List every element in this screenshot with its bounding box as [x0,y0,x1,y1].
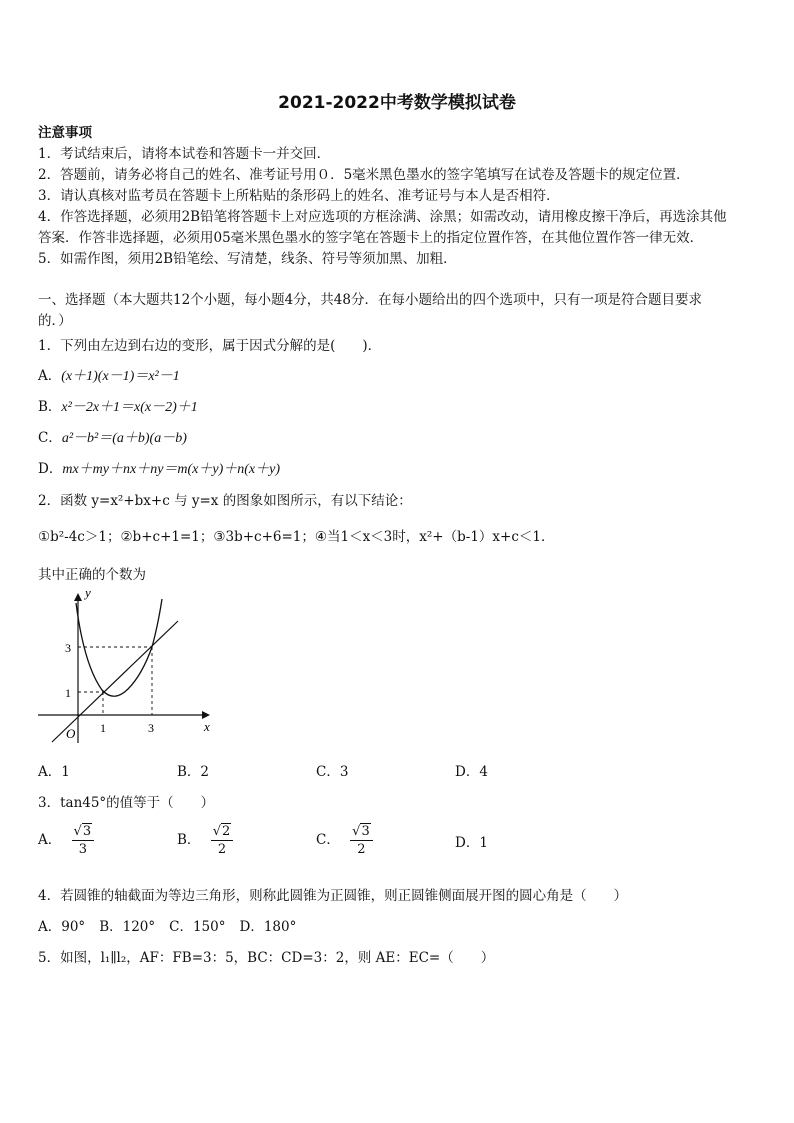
origin-label: O [66,726,76,741]
y-axis-label: y [85,585,91,600]
notice-item: 4．作答选择题，必须用2B铅笔将答题卡上对应选项的方框涂满、涂黑；如需改动，请用橡皮擦干净后，再选涂其他 [38,209,727,225]
question-2-option-d: D．4 [455,764,488,780]
parabola-curve [76,599,162,696]
notice-item: 2．答题前，请务必将自己的姓名、准考证号用０．5毫米黑色墨水的签字笔填写在试卷及答题卡的规定位置． [38,167,690,183]
page-title: 2021-2022中考数学模拟试卷 [278,93,516,113]
tick-x-3: 3 [148,721,154,735]
question-3-option-b: B． $\frac{√2}{2}$ [177,824,316,857]
question-4-stem: 4．若圆锥的轴截面为等边三角形，则称此圆锥为正圆锥，则正圆锥侧面展开图的圆心角是（ ） [38,888,628,904]
y-axis-arrow [74,593,82,601]
question-4-option-a: A．90° [38,919,86,935]
question-2-option-c: C．3 [316,764,349,780]
notice-item: 1．考试结束后，请将本试卷和答题卡一并交回． [38,146,331,162]
section-header: 一、选择题（本大题共12个小题，每小题4分，共48分．在每小题给出的四个选项中，只有一项是符合题目要求 [38,292,702,308]
section-header-cont: 的．） [38,313,72,329]
question-1-option-c: C．a²－b²＝(a＋b)(a－b) [38,430,187,446]
question-1-option-d: D．mx＋my＋nx＋ny＝m(x＋y)＋n(x＋y) [38,461,281,477]
question-4-option-b: B．120° [99,919,156,935]
fraction: $\frac{√2}{2}$ [211,824,234,857]
notice-item: 5．如需作图，须用2B铅笔绘、写清楚，线条、符号等须加黑、加粗． [38,251,457,267]
question-2-options [38,760,594,780]
question-3-options [38,824,594,857]
question-1-option-a: A．(x＋1)(x－1)＝x²－1 [38,368,180,384]
question-3-option-a: A． $\frac{√3}{3}$ [38,824,177,857]
x-axis-arrow [202,711,210,719]
tick-y-3: 3 [65,641,71,655]
fraction: $\frac{√3}{3}$ [72,824,95,857]
x-axis-label: x [204,719,210,734]
function-graph [34,585,214,745]
tick-y-1: 1 [65,686,71,700]
question-3-stem: 3．tan45°的值等于（ ） [38,795,215,811]
question-3-option-c: C． $\frac{√3}{2}$ [316,824,455,857]
question-2-conclusions: ①b²-4c＞1；②b+c+1=1；③3b+c+6=1；④当1＜x＜3时，x²+（b-1）x+c＜1． [38,529,555,545]
notice-item: 3．请认真核对监考员在答题卡上所粘贴的条形码上的姓名、准考证号与本人是否相符． [38,188,560,204]
question-4-option-d: D．180° [239,919,297,935]
notice-heading: 注意事项 [38,125,92,141]
question-2-option-b: B．2 [177,764,210,780]
question-2-stem: 2．函数 y=x²+bx+c 与 y=x 的图象如图所示，有以下结论： [38,493,412,509]
question-4-options [38,915,296,935]
line-y-equals-x [52,621,178,742]
question-5-stem: 5．如图，l₁∥l₂，AF：FB=3：5，BC：CD=3：2，则 AE：EC=（ ） [38,950,495,966]
notice-item: 答案．作答非选择题，必须用05毫米黑色墨水的签字笔在答题卡上的指定位置作答，在其他位置作答一律无效． [38,230,704,246]
question-3-option-d: D．1 [455,834,488,851]
question-2-prompt: 其中正确的个数为 [38,567,146,583]
tick-x-1: 1 [100,721,106,735]
question-4-option-c: C．150° [169,919,226,935]
fraction: $\frac{√3}{2}$ [350,824,373,857]
question-1-stem: 1．下列由左边到右边的变形，属于因式分解的是( )． [38,338,382,354]
question-1-option-b: B．x²－2x＋1＝x(x－2)＋1 [38,399,198,415]
question-2-option-a: A．1 [38,764,70,780]
